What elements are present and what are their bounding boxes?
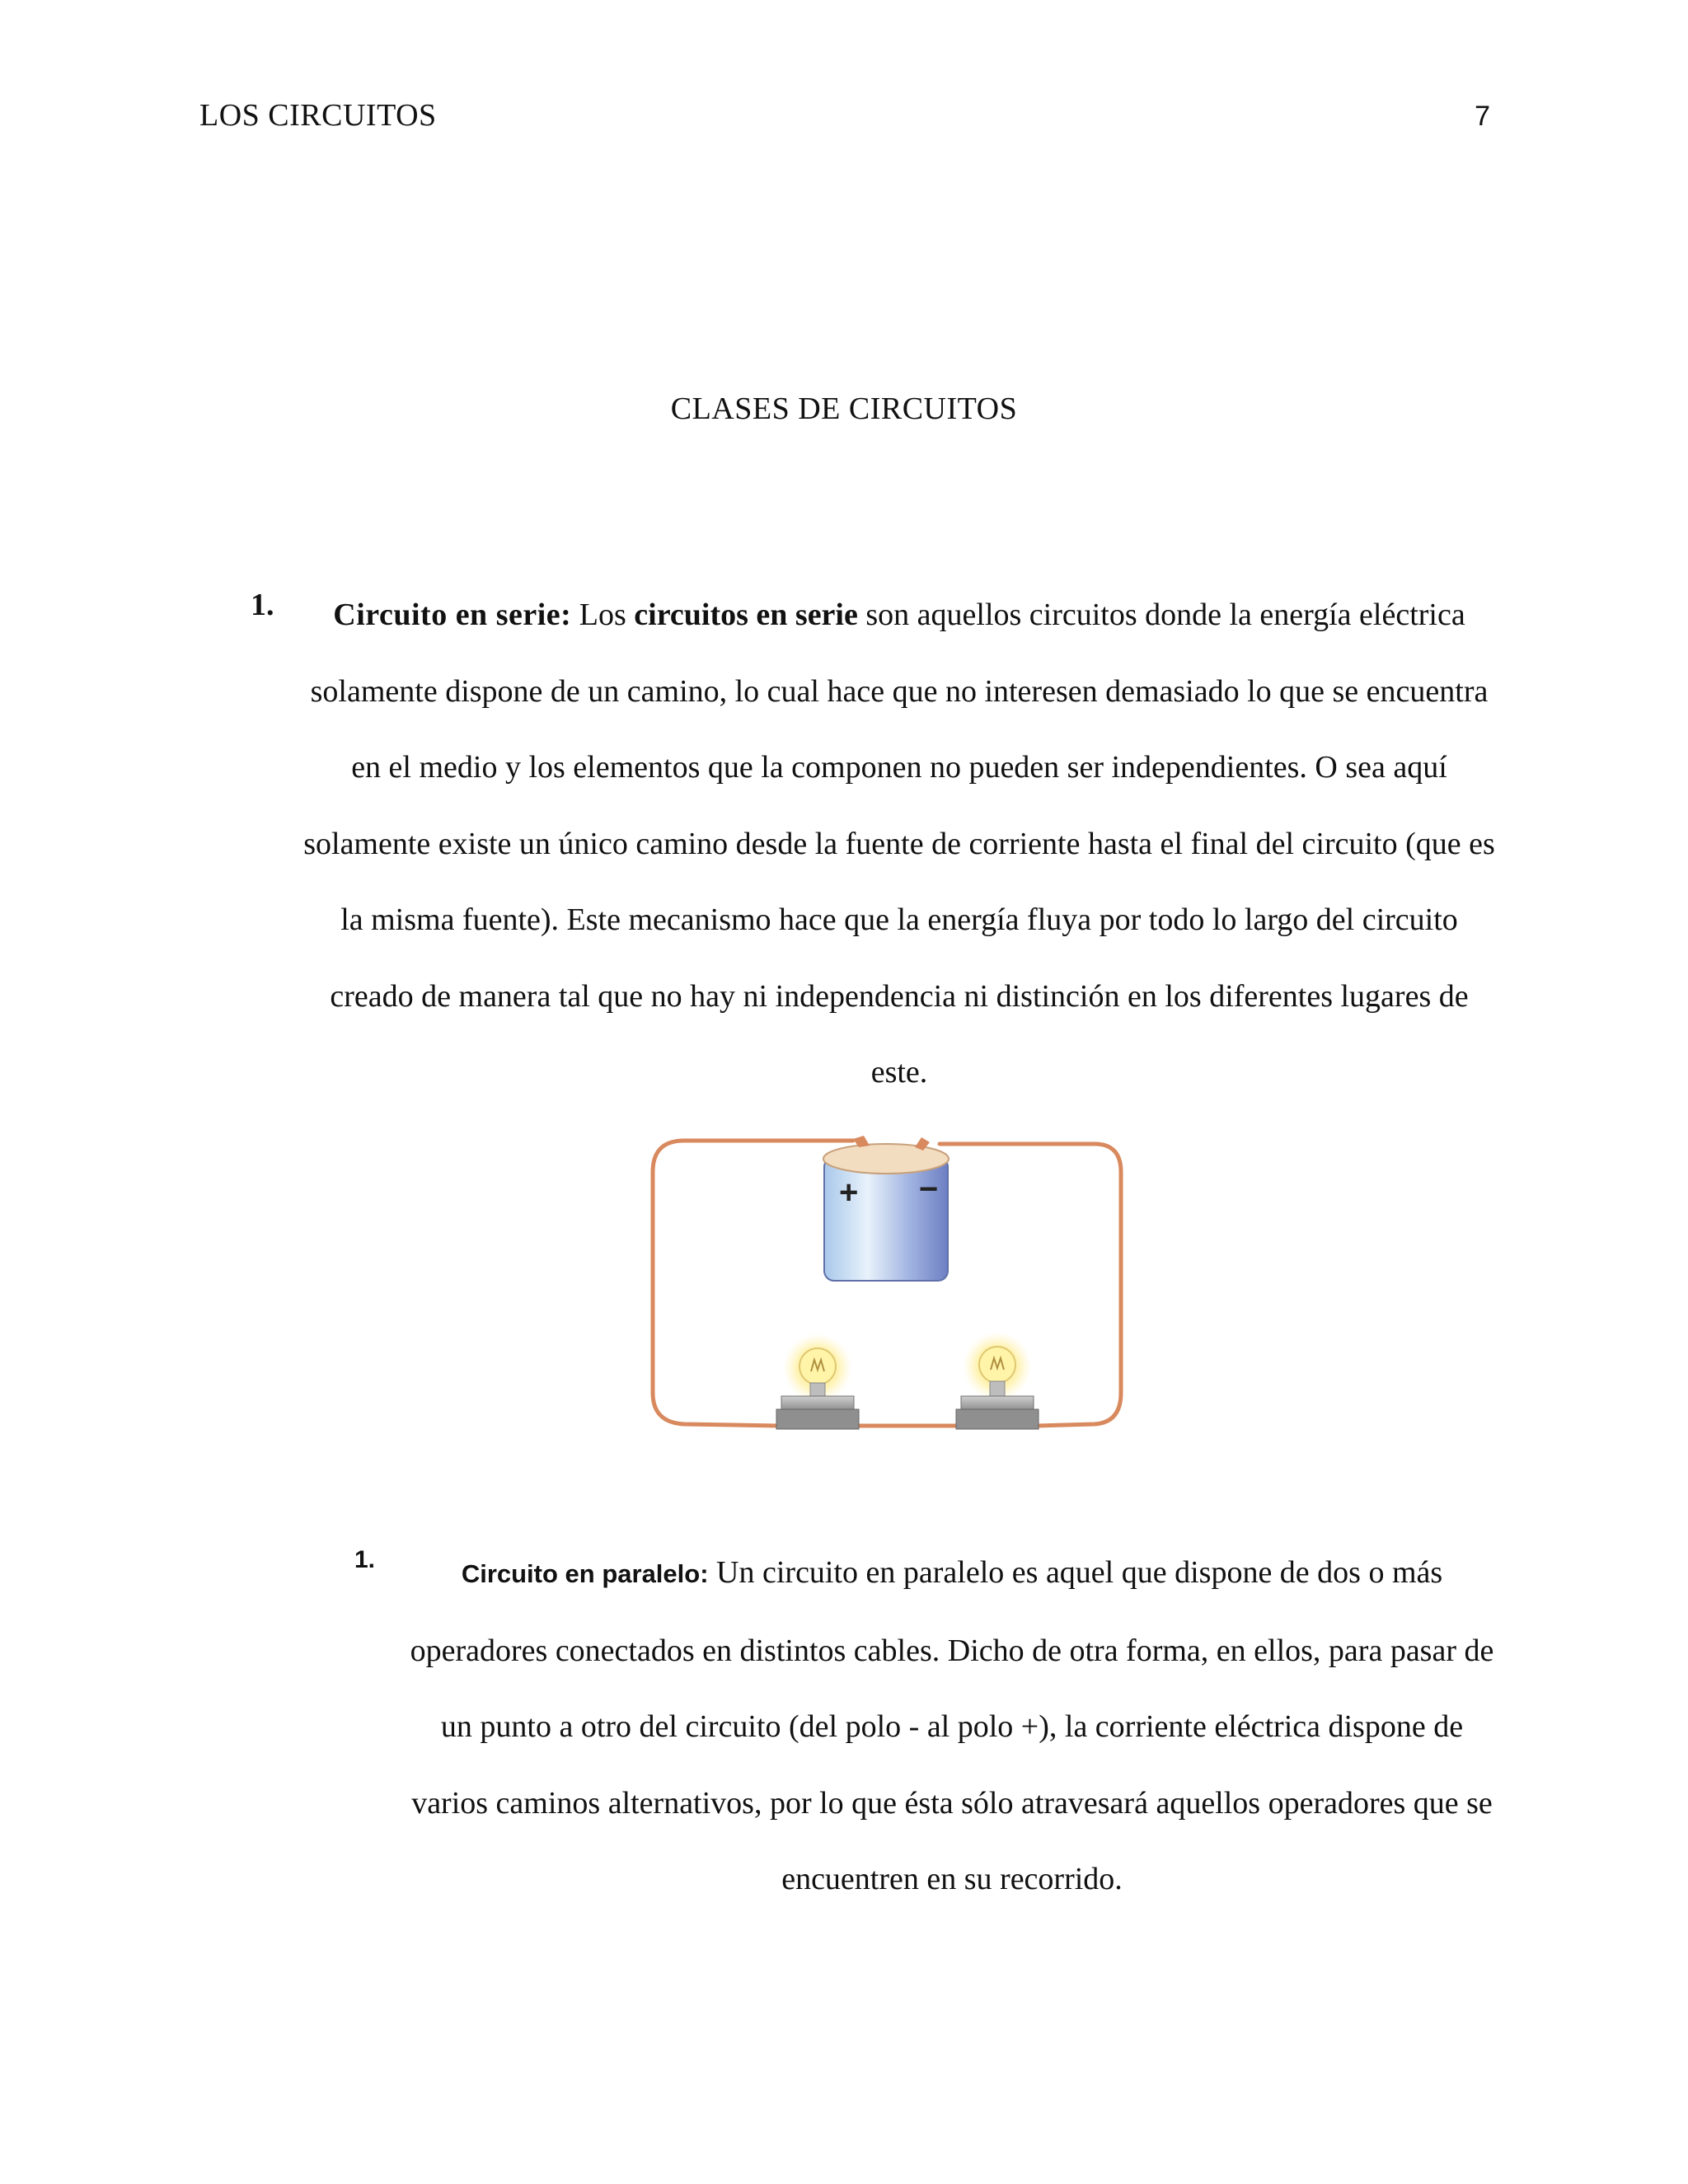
parallel-circuit-term: Circuito en paralelo: bbox=[461, 1559, 709, 1588]
list-item-parallel-circuit bbox=[346, 1535, 1500, 1918]
parallel-circuit-paragraph bbox=[346, 1535, 1500, 1918]
series-circuit-term: Circuito en serie: bbox=[333, 598, 572, 632]
running-head: LOS CIRCUITOS bbox=[199, 98, 437, 133]
series-lead-text: Los bbox=[571, 598, 635, 632]
section-title: CLASES DE CIRCUITOS bbox=[670, 391, 1018, 426]
list-number: 1. bbox=[251, 588, 274, 622]
series-bold-phrase: circuitos en serie bbox=[634, 598, 858, 632]
series-circuit-paragraph bbox=[247, 577, 1500, 1111]
circuit-illustration bbox=[643, 1127, 1137, 1457]
list-number: 1. bbox=[354, 1546, 376, 1573]
list-item-series-circuit bbox=[247, 577, 1500, 1111]
series-body-text: son aquellos circuitos donde la energía eléctrica solamente dispone de un camino, lo cual hace que no interesen demasiado lo que se encuentra en el medio y los elementos que la componen no pueden ser independientes. O sea aquí solamente existe un único camino desde la fuente de corriente hasta el final del circuito (que es la misma fuente). Este mecanismo hace que la energía fluya por todo lo largo del circuito creado de manera tal que no hay ni independencia ni distinción en los diferentes lugares de este. bbox=[303, 598, 1495, 1090]
battery-positive-label: + bbox=[839, 1174, 859, 1211]
battery bbox=[823, 1136, 949, 1281]
light-bulb-left bbox=[776, 1333, 859, 1429]
series-circuit-figure bbox=[643, 1127, 1137, 1457]
battery-negative-label: − bbox=[919, 1171, 939, 1207]
parallel-body-text: Un circuito en paralelo es aquel que dispone de dos o más operadores conectados en distintos cables. Dicho de otra forma, en ellos, para pasar de un punto a otro del circuito (del polo - al polo +), la corriente eléctrica dispone de varios caminos alternativos, por lo que ésta sólo atravesará aquellos operadores que se encuentren en su recorrido. bbox=[410, 1555, 1494, 1896]
page-number: 7 bbox=[1475, 101, 1490, 132]
light-bulb-right bbox=[956, 1332, 1039, 1429]
